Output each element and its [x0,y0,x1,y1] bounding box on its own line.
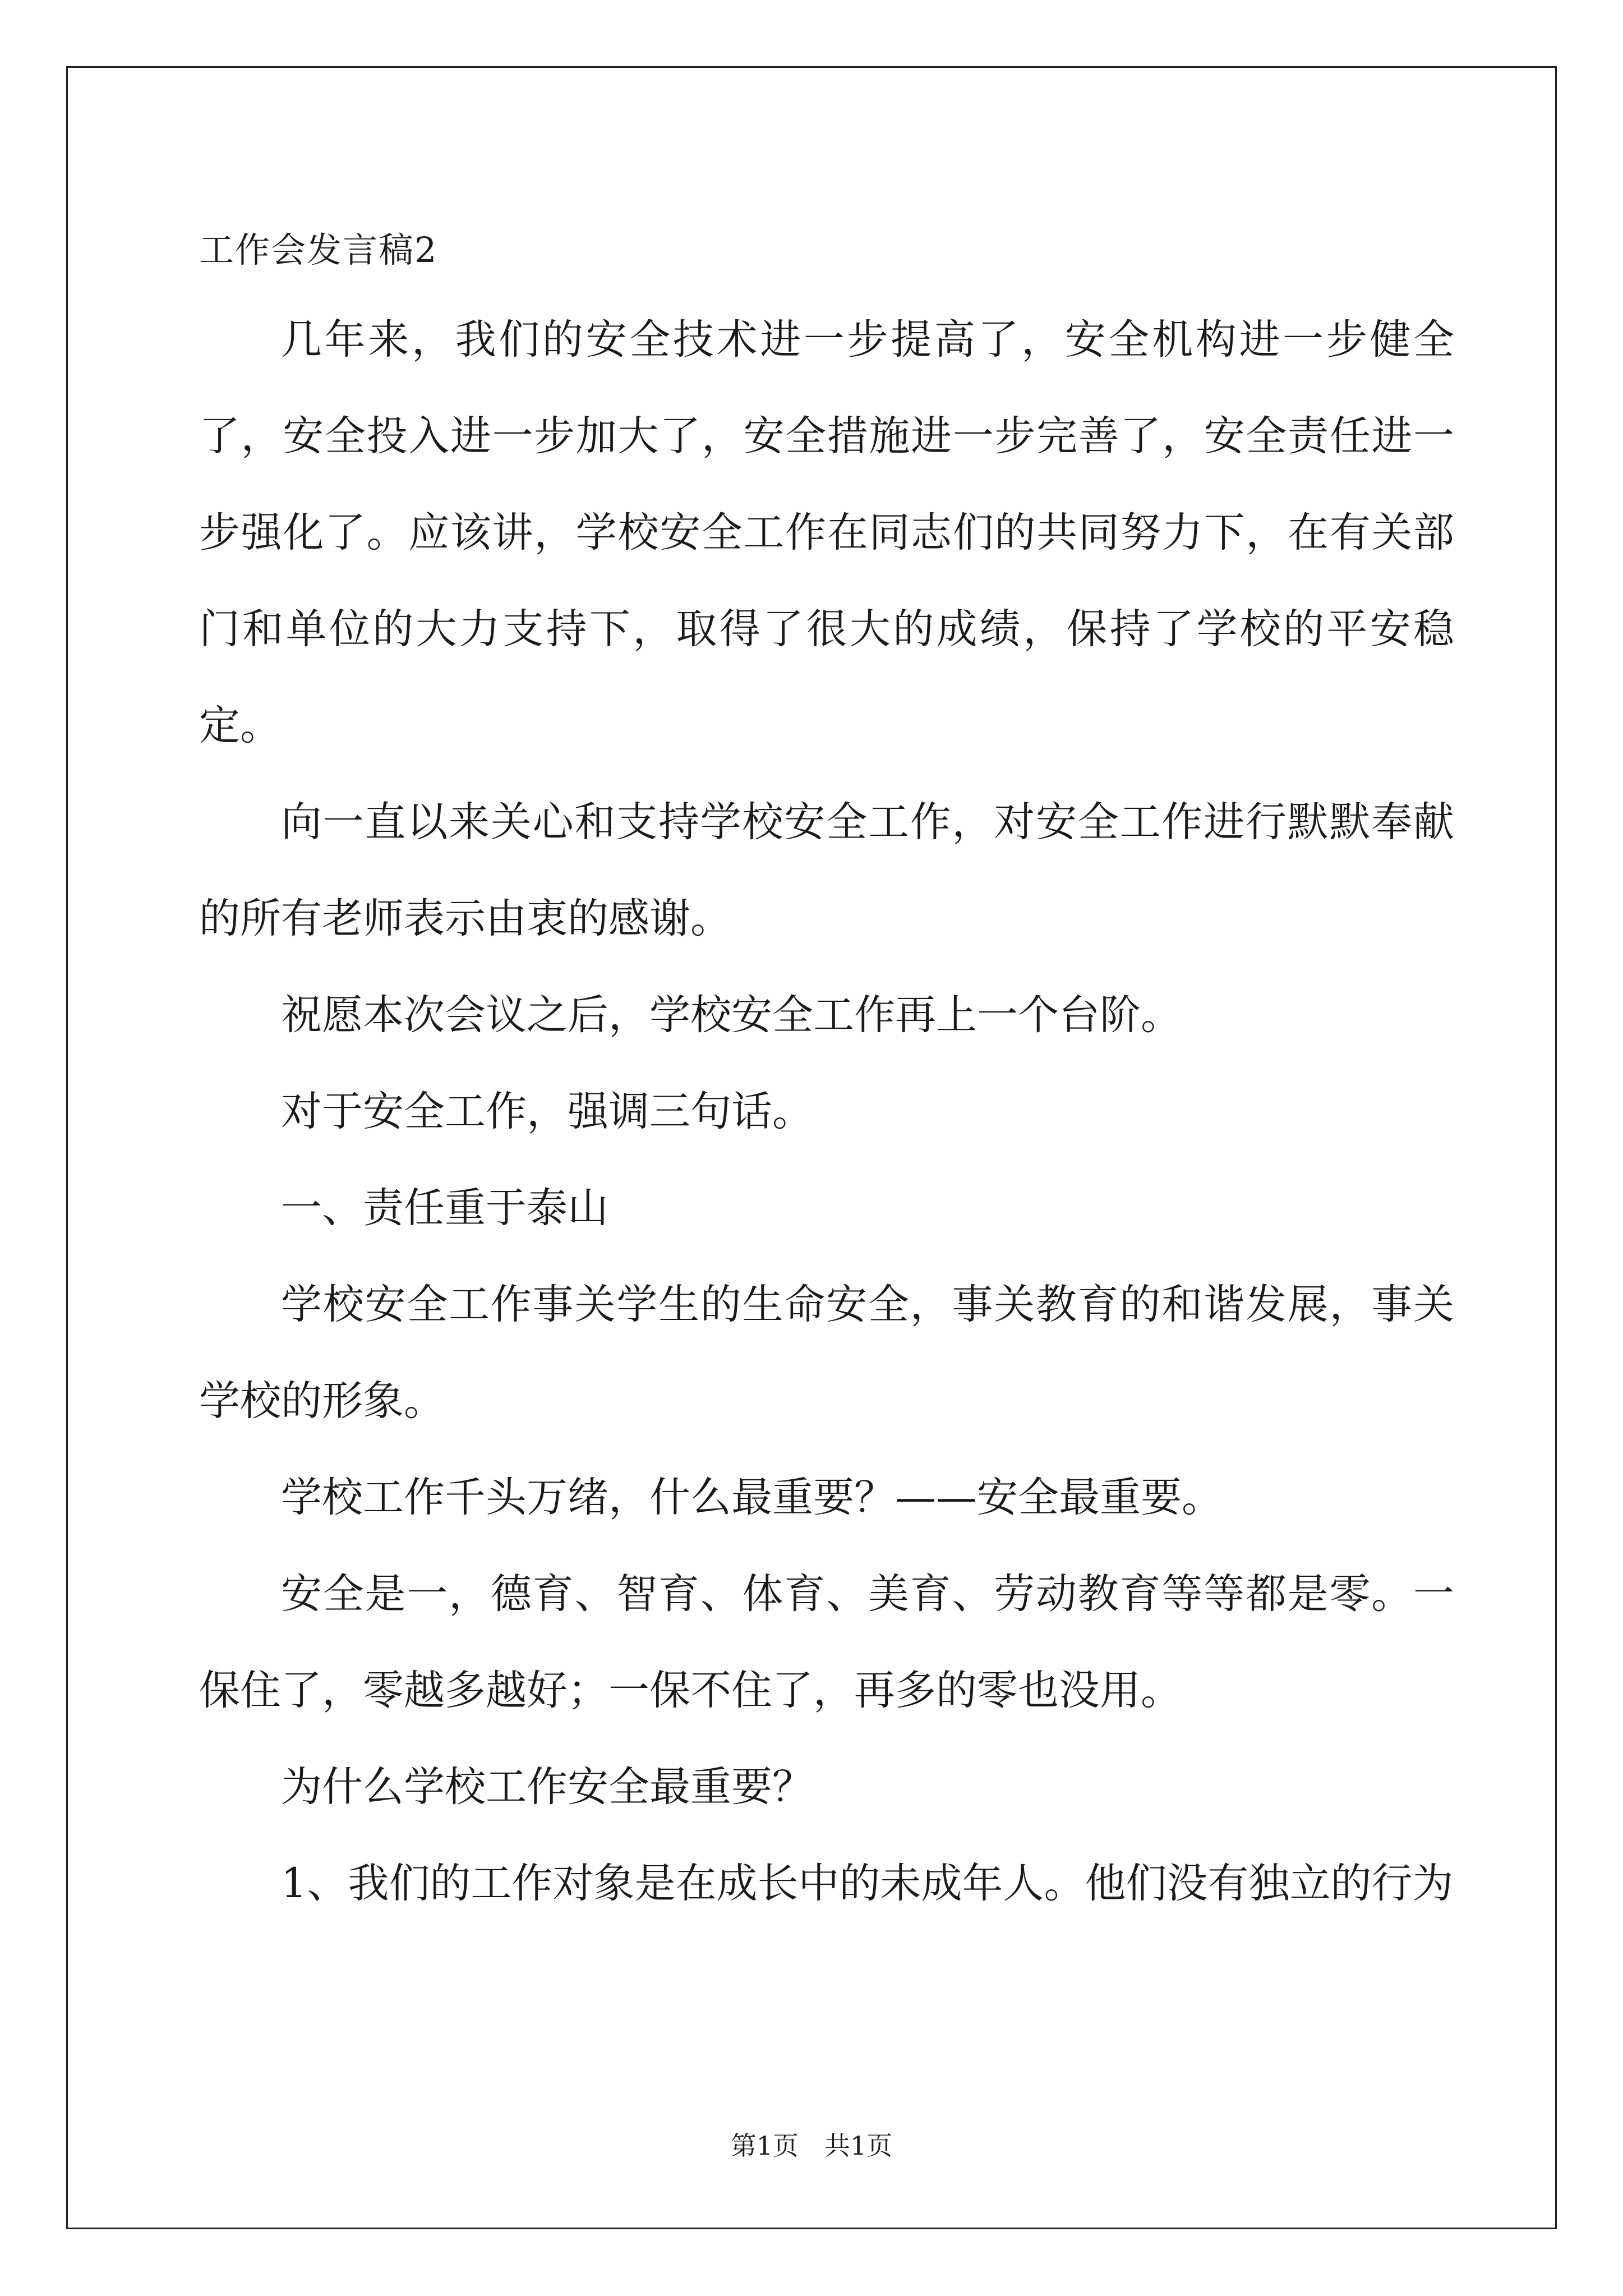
paragraph: 向一直以来关心和支持学校安全工作，对安全工作进行默默奉献的所有老师表示由衷的感谢。 [199,798,1454,942]
document-body [199,292,1454,1932]
paragraph: 1、我们的工作对象是在成长中的未成年人。他们没有独立的行为 [281,1860,1454,1907]
document-title: 工作会发言稿2 [199,229,438,270]
paragraph: 学校安全工作事关学生的生命安全，事关教育的和谐发展，事关学校的形象。 [199,1281,1454,1425]
paragraph: 几年来，我们的安全技术进一步提高了，安全机构进一步健全了，安全投入进一步加大了，安全措施进一步完善了，安全责任进一步强化了。应该讲，学校安全工作在同志们的共同努力下，在有关部门和单位的大力支持下，取得了很大的成绩，保持了学校的平安稳定。 [199,316,1454,749]
page-number-footer: 第1页 共1页 [730,2131,893,2161]
paragraph: 为什么学校工作安全最重要？ [281,1763,813,1811]
paragraph: 安全是一，德育、智育、体育、美育、劳动教育等等都是零。一保住了，零越多越好；一保不住了，再多的零也没用。 [199,1570,1454,1714]
paragraph: 祝愿本次会议之后，学校安全工作再上一个台阶。 [281,991,1182,1039]
paragraph: 学校工作千头万绪，什么最重要？——安全最重要。 [281,1474,1223,1521]
paragraph: 对于安全工作，强调三句话。 [281,1088,813,1135]
section-heading: 一、责任重于泰山 [281,1184,608,1232]
